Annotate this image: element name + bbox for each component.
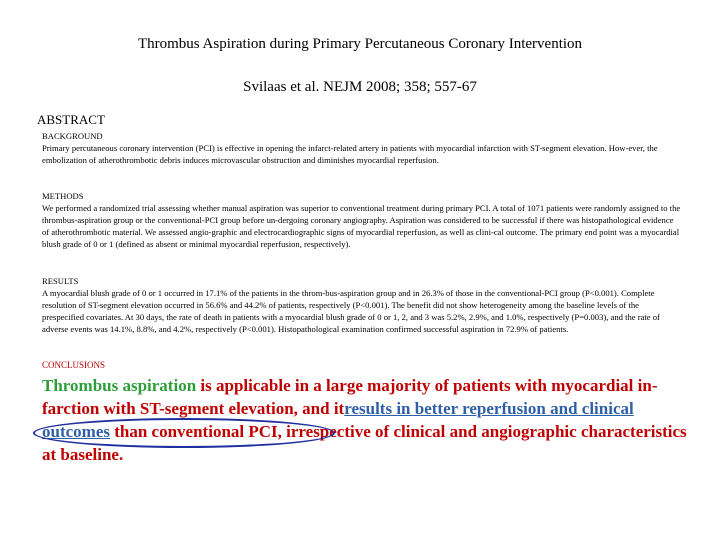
results-heading: RESULTS: [42, 276, 79, 286]
methods-heading: METHODS: [42, 191, 84, 201]
results-text: A myocardial blush grade of 0 or 1 occurred in 17.1% of the patients in the throm-bus-aspiration group and in 26.3% of those in the conventional-PCI group (P<0.001). Complete resolution of ST-segment elevation occurred in 56.6% and 44.2% of patients, respectively (P<0.001). The benefit did not show heterogeneity among the baseline levels of the prespecified covariates. At 30 days, the rate of death in patients with a myocardial blush grade of 0 or 1, 2, and 3 was 5.2%, 2.9%, and 1.0%, respectively (P=0.003), and the rate of adverse events was 14.1%, 8.8%, and 4.2%, respectively (P<0.001). Histopathological examination confirmed successful aspiration in 72.9% of patients.: [42, 288, 660, 334]
conclusion-highlight-blue: results in better reperfusion and clinical outcomes: [42, 399, 634, 441]
citation: Svilaas et al. NEJM 2008; 358; 557-67: [243, 79, 477, 95]
conclusion-text-part2: than conventional PCI, irrespective of clinical and angiographic characteristics at baseline.: [42, 422, 687, 464]
highlight-ellipse: [33, 418, 335, 448]
results-section: [42, 275, 682, 335]
methods-text: We performed a randomized trial assessing whether manual aspiration was superior to conventional treatment during primary PCI. A total of 1071 patients were randomly assigned to the thrombus-aspiration group or the conventional-PCI group before un-dergoing coronary angiography. Aspiration was considered to be successful if there was histopathological evidence of atherothrombotic material. We assessed angio-graphic and electrocardiographic signs of myocardial reperfusion, as well as clini-cal outcome. The primary end point was a myocardial blush grade of 0 or 1 (defined as absent or minimal myocardial reperfusion, respectively).: [42, 203, 681, 249]
conclusion-highlight-green: Thrombus aspiration: [42, 376, 197, 395]
conclusion-text-part1: is applicable in a large majority of patients with myocardial in-farction with ST-segment elevation, and it: [42, 376, 658, 418]
background-section: [42, 130, 682, 166]
conclusions-heading: CONCLUSIONS: [42, 360, 106, 370]
methods-section: [42, 190, 682, 250]
page-title: Thrombus Aspiration during Primary Percutaneous Coronary Intervention: [137, 36, 583, 52]
abstract-heading: ABSTRACT: [37, 112, 105, 127]
background-heading: BACKGROUND: [42, 131, 103, 141]
background-text: Primary percutaneous coronary intervention (PCI) is effective in opening the infarct-related artery in patients with myocardial infarction with ST-segment elevation. How-ever, the embolization of atherothrombotic debris induces microvascular obstruction and diminishes myocardial reperfusion.: [42, 143, 658, 165]
